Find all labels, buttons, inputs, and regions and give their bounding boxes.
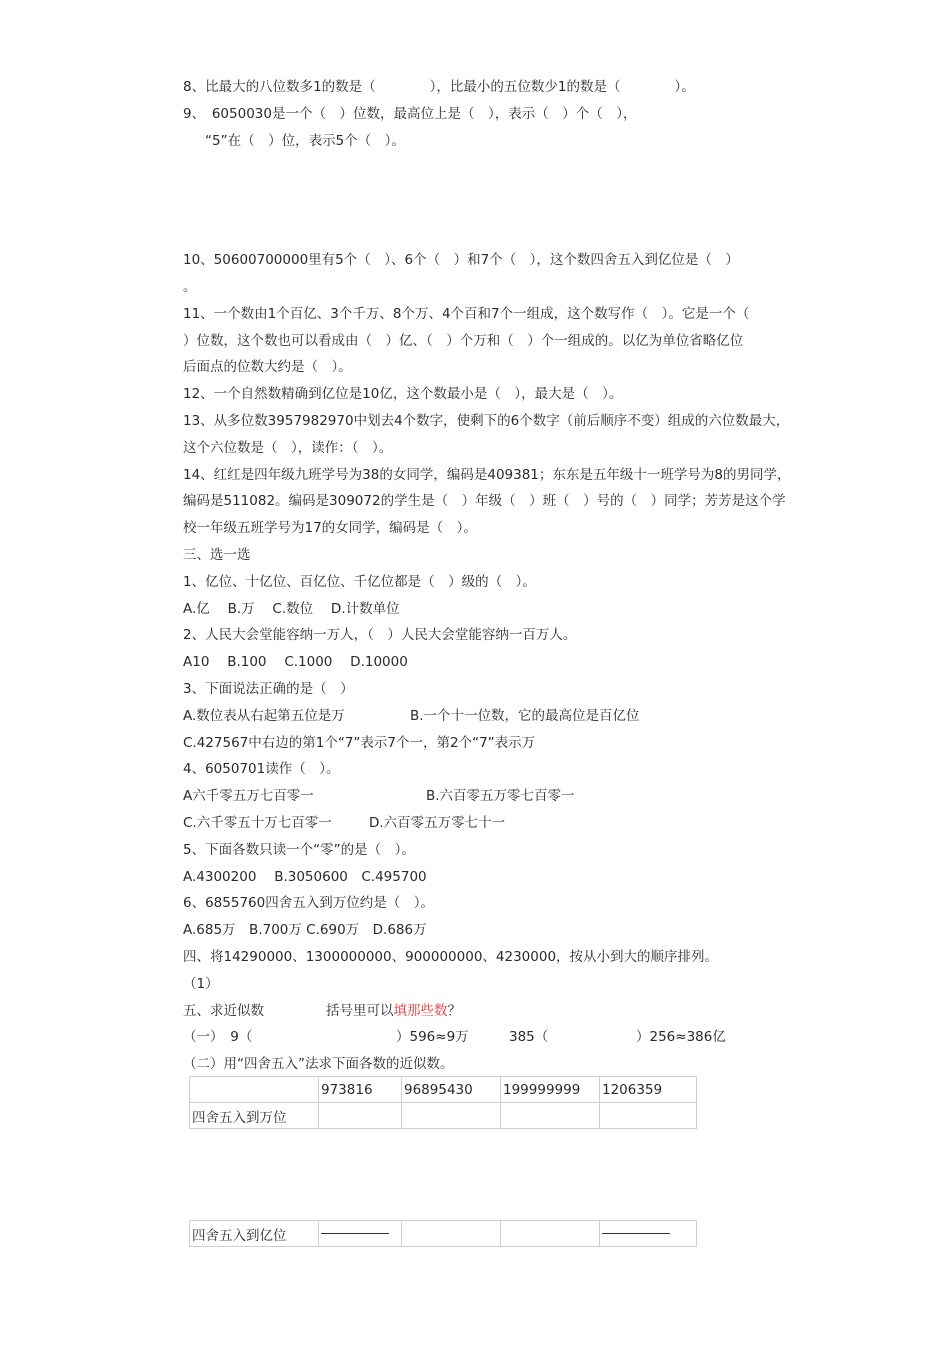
choice-1: 1、亿位、十亿位、百亿位、千亿位都是（ ）级的（ ）。 [183,574,536,590]
choice-6: 6、6855760四舍五入到万位约是（ ）。 [183,895,434,911]
table-header-cell: 199999999 [501,1077,600,1103]
choice-6-options: A.685万 B.700万 C.690万 D.686万 [183,922,427,938]
section-3-heading: 三、选一选 [183,547,251,563]
question-10-line-1: 10、50600700000里有5个（ ）、6个（ ）和7个（ ），这个数四舍五入到亿位是（ ） [183,252,739,268]
question-8: 8、比最大的八位数多1的数是（ ），比最小的五位数少1的数是（ ）。 [183,79,695,95]
question-13-line-2: 这个六位数是（ ），读作：（ ）。 [183,440,393,456]
answer-cell[interactable] [600,1103,697,1129]
part-1-line-d: ）256≈386亿 [636,1029,726,1045]
table-row [190,1103,697,1129]
choice-3: 3、下面说法正确的是（ ） [183,681,354,697]
choice-4-option-c: C.六千零五十万七百零一 [183,815,332,831]
section-5-title: 五、求近似数 [183,1003,264,1019]
approximation-table-wan [189,1076,697,1129]
answer-cell-dashed [319,1221,402,1247]
part-1-line-a: （一） 9（ [183,1029,253,1045]
approximation-table-yi [189,1220,697,1247]
question-14-line-3: 校一年级五班学号为17的女同学，编码是（ ）。 [183,520,477,536]
choice-2: 2、人民大会堂能容纳一万人，（ ）人民大会堂能容纳一百万人。 [183,627,577,643]
choice-5-options: A.4300200 B.3050600 C.495700 [183,869,427,885]
dash-mark [602,1233,670,1234]
section-4-heading: 四、将14290000、1300000000、900000000、4230000，按从小到大的顺序排列。 [183,949,719,965]
part-2-instruction: （二）用“四舍五入”法求下面各数的近似数。 [183,1056,454,1072]
answer-cell[interactable] [402,1221,501,1247]
dash-mark [321,1233,389,1234]
table-header-cell: 1206359 [600,1077,697,1103]
question-9-line-1: 9、 6050030是一个（ ）位数，最高位上是（ ），表示（ ）个（ ）， [183,106,637,122]
part-1-line-b: ）596≈9万 [396,1029,469,1045]
row-label: 四舍五入到万位 [190,1103,319,1129]
question-13-line-1: 13、从多位数3957982970中划去4个数字，使剩下的6个数字（前后顺序不变）组成的六位数最大， [183,413,790,429]
question-10-line-2: 。 [183,279,197,295]
question-14-line-1: 14、红红是四年级九班学号为38的女同学，编码是409381；东东是五年级十一班学号为8的男同学， [183,467,791,483]
answer-cell[interactable] [402,1103,501,1129]
choice-3-option-a: A.数位表从右起第五位是万 [183,708,345,724]
table-header-cell: 973816 [319,1077,402,1103]
choice-3-option-c: C.427567中右边的第1个“7”表示7个一，第2个“7”表示万 [183,735,536,751]
choice-4-option-a: A六千零五万七百零一 [183,788,314,804]
part-1-line-c: 385（ [509,1029,549,1045]
choice-3-option-b: B.一个十一位数，它的最高位是百亿位 [410,708,640,724]
section-5-heading [183,1002,461,1020]
section-5-red-text: 填那些数 [393,1003,448,1019]
question-9-line-2: “5”在（ ）位，表示5个（ ）。 [205,133,405,149]
answer-cell[interactable] [501,1103,600,1129]
answer-cell[interactable] [501,1221,600,1247]
table-row [190,1221,697,1247]
choice-1-options: A.亿 B.万 C.数位 D.计数单位 [183,601,400,617]
answer-cell-dashed [600,1221,697,1247]
choice-4: 4、6050701读作（ ）。 [183,761,340,777]
question-14-line-2: 编码是511082。编码是309072的学生是（ ）年级（ ）班（ ）号的（ ）同学；芳芳是这个学 [183,493,786,509]
question-12: 12、一个自然数精确到亿位是10亿，这个数最小是（ ），最大是（ ）。 [183,386,623,402]
table-header-cell [190,1077,319,1103]
row-label: 四舍五入到亿位 [190,1221,319,1247]
section-4-answer-1: （1） [183,976,219,992]
table-header-row [190,1077,697,1103]
choice-4-option-b: B.六百零五万零七百零一 [426,788,575,804]
section-5-question-mark: ？ [447,1003,461,1019]
choice-5: 5、下面各数只读一个“零”的是（ ）。 [183,842,415,858]
answer-cell[interactable] [319,1103,402,1129]
choice-2-options: A10 B.100 C.1000 D.10000 [183,654,408,670]
section-5-prompt: 括号里可以 [326,1003,394,1019]
question-11-line-3: 后面点的位数大约是（ ）。 [183,359,352,375]
question-11-line-1: 11、一个数由1个百亿、3个千万、8个万、4个百和7个一组成，这个数写作（ ）。它是一个（ [183,306,750,322]
question-11-line-2: ）位数，这个数也可以看成由（ ）亿、（ ）个万和（ ）个一组成的。以亿为单位省略亿位 [183,333,744,349]
table-header-cell: 96895430 [402,1077,501,1103]
choice-4-option-d: D.六百零五万零七十一 [369,815,506,831]
